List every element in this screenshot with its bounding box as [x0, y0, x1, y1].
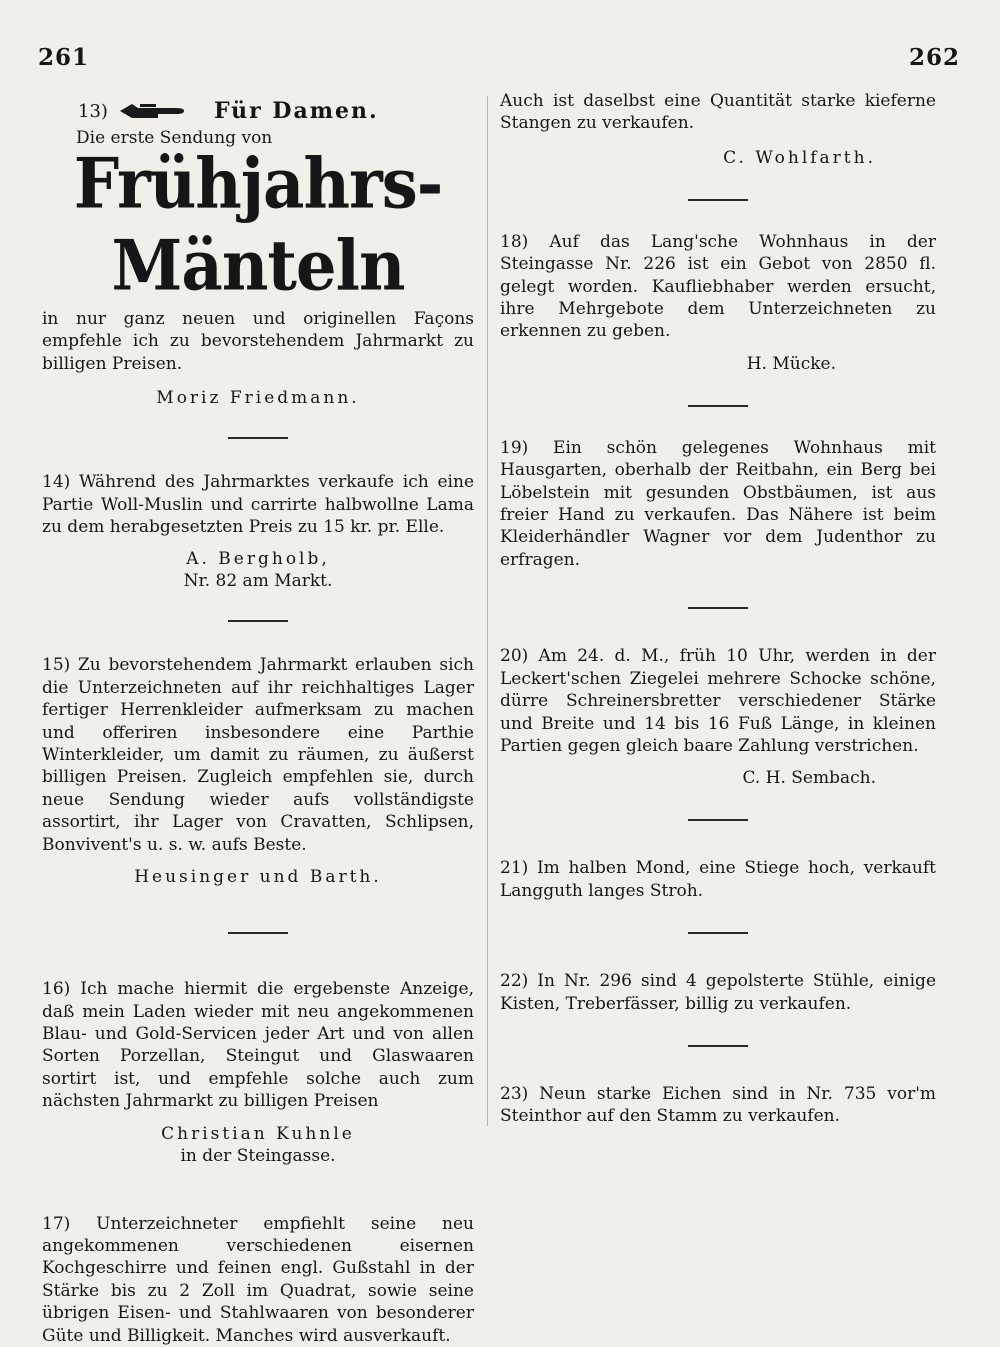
section-divider — [688, 819, 748, 821]
ad-19 — [500, 437, 936, 571]
ad-15 — [42, 654, 474, 888]
ad-23 — [500, 1083, 936, 1128]
section-divider — [688, 607, 748, 609]
ad-16-signature-name: Christian Kuhnle — [161, 1123, 355, 1144]
ad-15-signature: Heusinger und Barth. — [134, 867, 382, 888]
ad-17-text: 17) Unterzeichneter empfiehlt seine neu angekommenen verschiedenen eisernen Kochgeschirre und feinen engl. Gußstahl in der Stärke bis zu 2 Zoll im Quadrat, sowie seine übrigen Eisen- und Stahlwaaren von besonderer Güte und Billigkeit. Manches wird ausverkauft. — [42, 1213, 474, 1346]
column-divider — [487, 96, 488, 1126]
ad-22-text: 22) In Nr. 296 sind 4 gepolsterte Stühle, einige Kisten, Treberfässer, billig zu verkaufen. — [500, 971, 936, 1014]
ad-22 — [500, 970, 936, 1015]
section-divider — [228, 437, 288, 439]
ad-20-signature: C. H. Sembach. — [742, 768, 876, 789]
ad-20 — [500, 645, 936, 789]
left-column — [42, 90, 474, 1347]
ad-13-intro: Die erste Sendung von — [76, 128, 273, 148]
ad-14-signature-address: Nr. 82 am Markt. — [183, 571, 333, 592]
ad-18-text: 18) Auf das Lang'sche Wohnhaus in der Steingasse Nr. 226 ist ein Gebot von 2850 fl. gelegt worden. Kaufliebhaber werden ersucht, ihre Mehrgebote dem Unterzeichneten zu erkennen zu geben. — [500, 231, 936, 342]
ad-17-text2: Auch ist daselbst eine Quantität starke kieferne Stangen zu verkaufen. — [500, 91, 936, 134]
page-number-right: 262 — [908, 44, 960, 71]
ad-16-signature-address: in der Steingasse. — [180, 1145, 336, 1166]
ad-13 — [42, 98, 474, 409]
ad-14 — [42, 471, 474, 592]
ad-18 — [500, 231, 936, 375]
ad-13-number: 13) — [78, 100, 108, 122]
ad-16-text: 16) Ich mache hiermit die ergebenste Anzeige, daß mein Laden wieder mit neu angekommenen Blau- und Gold-Servicen jeder Art und von allen Sorten Porzellan, Steingut und Glaswaaren sortirt ist, und empfehle solche auch zum nächsten Jahrmarkt zu billigen Preisen — [42, 979, 474, 1112]
ad-20-text: 20) Am 24. d. M., früh 10 Uhr, werden in der Leckert'schen Ziegelei mehrere Schocke schöne, dürre Schreinersbretter verschiedener Stärke und Breite und 14 bis 16 Fuß Länge, in kleinen Partien gegen gleich baare Zahlung verstrichen. — [500, 646, 936, 756]
ad-13-signature: Moriz Friedmann. — [156, 388, 360, 409]
section-divider — [228, 932, 288, 934]
ad-13-heading-row — [42, 98, 474, 124]
ad-18-signature: H. Mücke. — [746, 353, 836, 374]
section-divider — [688, 199, 748, 201]
ad-13-title: Frühjahrs-Mänteln — [73, 143, 443, 307]
ad-17-signature: C. Wohlfarth. — [723, 147, 876, 168]
section-divider — [688, 932, 748, 934]
ad-13-body: in nur ganz neuen und originellen Façons empfehle ich zu bevorstehendem Jahrmarkt zu billigen Preisen. — [42, 309, 474, 374]
section-divider — [688, 405, 748, 407]
pointing-hand-icon — [118, 100, 190, 122]
ad-16 — [42, 978, 474, 1166]
ad-14-signature-name: A. Bergholb, — [186, 549, 330, 570]
ad-21 — [500, 857, 936, 902]
ad-15-text: 15) Zu bevorstehendem Jahrmarkt erlauben sich die Unterzeichneten auf ihr reichhaltiges Lager fertiger Herrenkleider aufmerksam zu machen und offeriren insbesondere eine Parthie Winterkleider, um damit zu räumen, zu äußerst billigen Preisen. Zugleich empfehlen sie, durch neue Sendung wieder aufs vollständigste assortirt, ihr Lager von Cravatten, Schlipsen, Bonvivent's u. s. w. aufs Beste. — [42, 655, 474, 855]
ad-17 — [42, 1213, 474, 1347]
ad-21-text: 21) Im halben Mond, eine Stiege hoch, verkauft Langguth langes Stroh. — [500, 858, 936, 901]
ad-17-continued — [500, 90, 936, 169]
section-divider — [228, 620, 288, 622]
ad-14-text: 14) Während des Jahrmarktes verkaufe ich eine Partie Woll-Muslin und carrirte halbwollne Lama zu dem herabgesetzten Preis zu 15 kr. pr. Elle. — [42, 472, 474, 538]
ad-19-text: 19) Ein schön gelegenes Wohnhaus mit Hausgarten, oberhalb der Reitbahn, ein Berg bei Löbelstein mit gesunden Obstbäumen, ist aus freier Hand zu verkaufen. Das Nähere ist beim Kleiderhändler Wagner vor dem Judenthor zu erfragen. — [500, 437, 936, 570]
ad-23-text: 23) Neun starke Eichen sind in Nr. 735 vor'm Steinthor auf den Stamm zu verkaufen. — [500, 1083, 936, 1127]
section-divider — [688, 1045, 748, 1047]
ad-13-heading: Für Damen. — [213, 98, 379, 124]
page-number-left: 261 — [38, 44, 90, 71]
right-column — [500, 90, 936, 1128]
